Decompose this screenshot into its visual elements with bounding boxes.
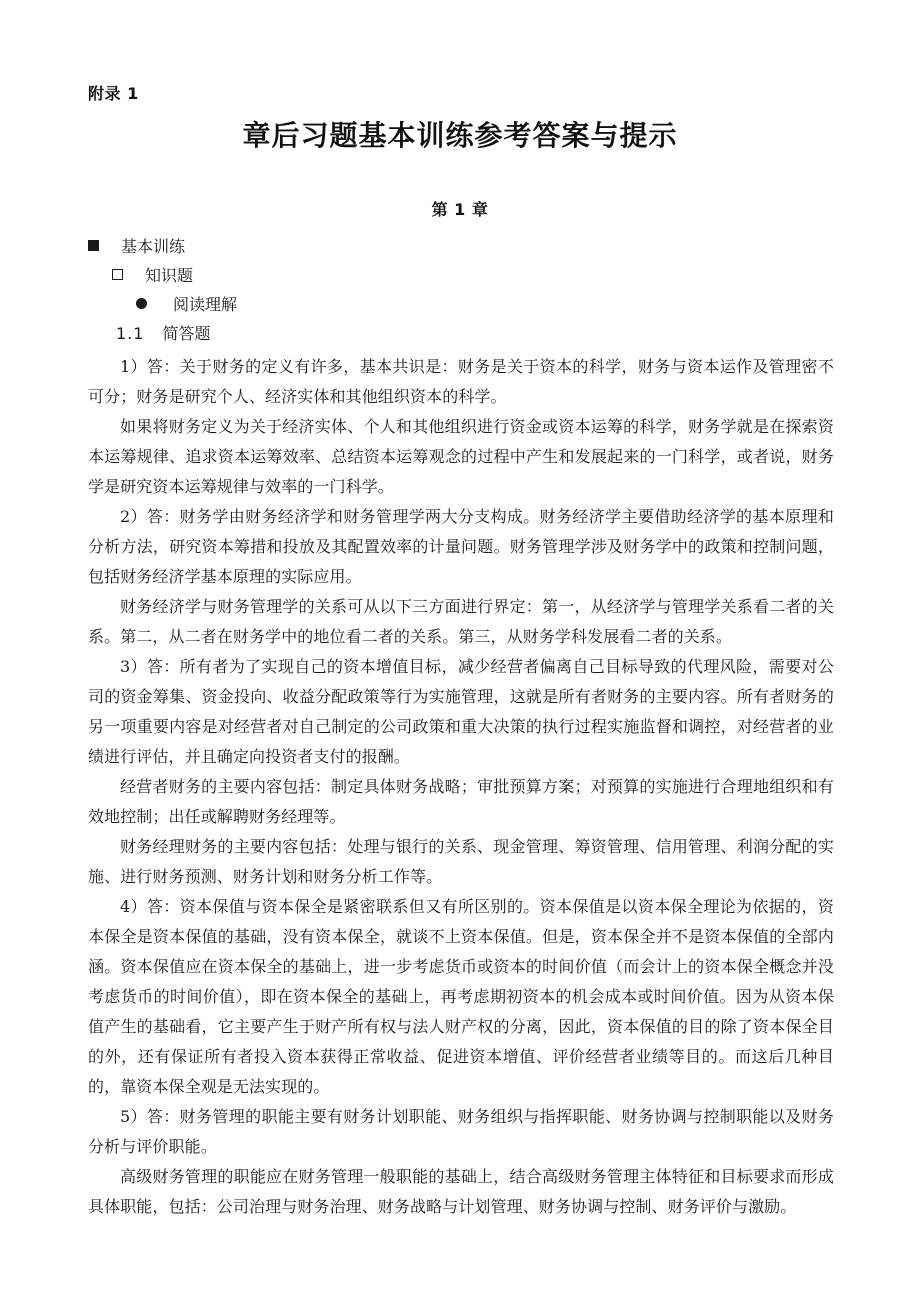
page-title: 章后习题基本训练参考答案与提示 <box>242 119 678 152</box>
hollow-square-bullet-icon <box>112 269 123 280</box>
filled-disc-bullet-icon <box>136 298 147 309</box>
chapter-label: 第 1 章 <box>431 200 489 219</box>
paragraph-answer-4: 4）答：资本保值与资本保全是紧密联系但又有所区别的。资本保值是以资本保全理论为依据的，资本保全是资本保值的基础，没有资本保全，就谈不上资本保值。但是，资本保全并不是资本保值的全部内涵。资本保值应在资本保全的基础上，进一步考虑货币或资本的时间价值（而会计上的资本保全概念并没考虑货币的时间价值），即在资本保全的基础上，再考虑期初资本的机会成本或时间价值。因为从资本保值产生的基础看，它主要产生于财产所有权与法人财产权的分离，因此，资本保值的目的除了资本保全目的外，还有保证所有者投入资本获得正常收益、促进资本增值、评价经营者业绩等目的。而这后几种目的，靠资本保全观是无法实现的。 <box>88 897 834 1096</box>
outline-item-short-answer <box>88 319 848 348</box>
outline-item-label: 简答题 <box>162 324 211 343</box>
paragraph-answer-2-cont: 财务经济学与财务管理学的关系可从以下三方面进行界定：第一，从经济学与管理学关系看二者的关系。第二，从二者在财务学中的地位看二者的关系。第三，从财务学科发展看二者的关系。 <box>88 597 834 646</box>
outline-item-reading-comprehension <box>88 290 848 319</box>
paragraph-answer-1: 1）答：关于财务的定义有许多，基本共识是：财务是关于资本的科学，财务与资本运作及管理密不可分；财务是研究个人、经济实体和其他组织资本的科学。 <box>88 357 834 406</box>
paragraph-answer-5: 5）答：财务管理的职能主要有财务计划职能、财务组织与指挥职能、财务协调与控制职能以及财务分析与评价职能。 <box>88 1107 834 1156</box>
answers-body <box>88 352 834 1222</box>
outline-item-label: 知识题 <box>145 266 194 285</box>
outline-item-basic-training <box>88 232 848 261</box>
paragraph-answer-3-cont-1: 经营者财务的主要内容包括：制定具体财务战略；审批预算方案；对预算的实施进行合理地组织和有效地控制；出任或解聘财务经理等。 <box>88 777 834 826</box>
outline-item-knowledge-questions <box>88 261 848 290</box>
paragraph-answer-5-cont: 高级财务管理的职能应在财务管理一般职能的基础上，结合高级财务管理主体特征和目标要求而形成具体职能，包括：公司治理与财务治理、财务战略与计划管理、财务协调与控制、财务评价与激励。 <box>88 1167 834 1216</box>
paragraph-answer-3: 3）答：所有者为了实现自己的资本增值目标，减少经营者偏离自己目标导致的代理风险，需要对公司的资金筹集、资金投向、收益分配政策等行为实施管理，这就是所有者财务的主要内容。所有者财务的另一项重要内容是对经营者对自己制定的公司政策和重大决策的执行过程实施监督和调控，对经营者的业绩进行评估，并且确定向投资者支付的报酬。 <box>88 657 834 766</box>
section-number: 1.1 <box>116 324 145 343</box>
paragraph-answer-1-cont: 如果将财务定义为关于经济实体、个人和其他组织进行资金或资本运筹的科学，财务学就是在探索资本运筹规律、追求资本运筹效率、总结资本运筹观念的过程中产生和发展起来的一门科学，或者说，财务学是研究资本运筹规律与效率的一门科学。 <box>88 417 834 496</box>
paragraph-answer-3-cont-2: 财务经理财务的主要内容包括：处理与银行的关系、现金管理、筹资管理、信用管理、利润分配的实施、进行财务预测、财务计划和财务分析工作等。 <box>88 837 834 886</box>
outline-item-label: 基本训练 <box>121 237 186 256</box>
outline-heading-list <box>88 232 848 348</box>
filled-square-bullet-icon <box>88 240 99 251</box>
paragraph-answer-2: 2）答：财务学由财务经济学和财务管理学两大分支构成。财务经济学主要借助经济学的基本原理和分析方法，研究资本筹措和投放及其配置效率的计量问题。财务管理学涉及财务学中的政策和控制问题，包括财务经济学基本原理的实际应用。 <box>88 507 834 586</box>
outline-item-label: 阅读理解 <box>173 295 238 314</box>
running-head-appendix-label: 附录 1 <box>88 84 139 103</box>
